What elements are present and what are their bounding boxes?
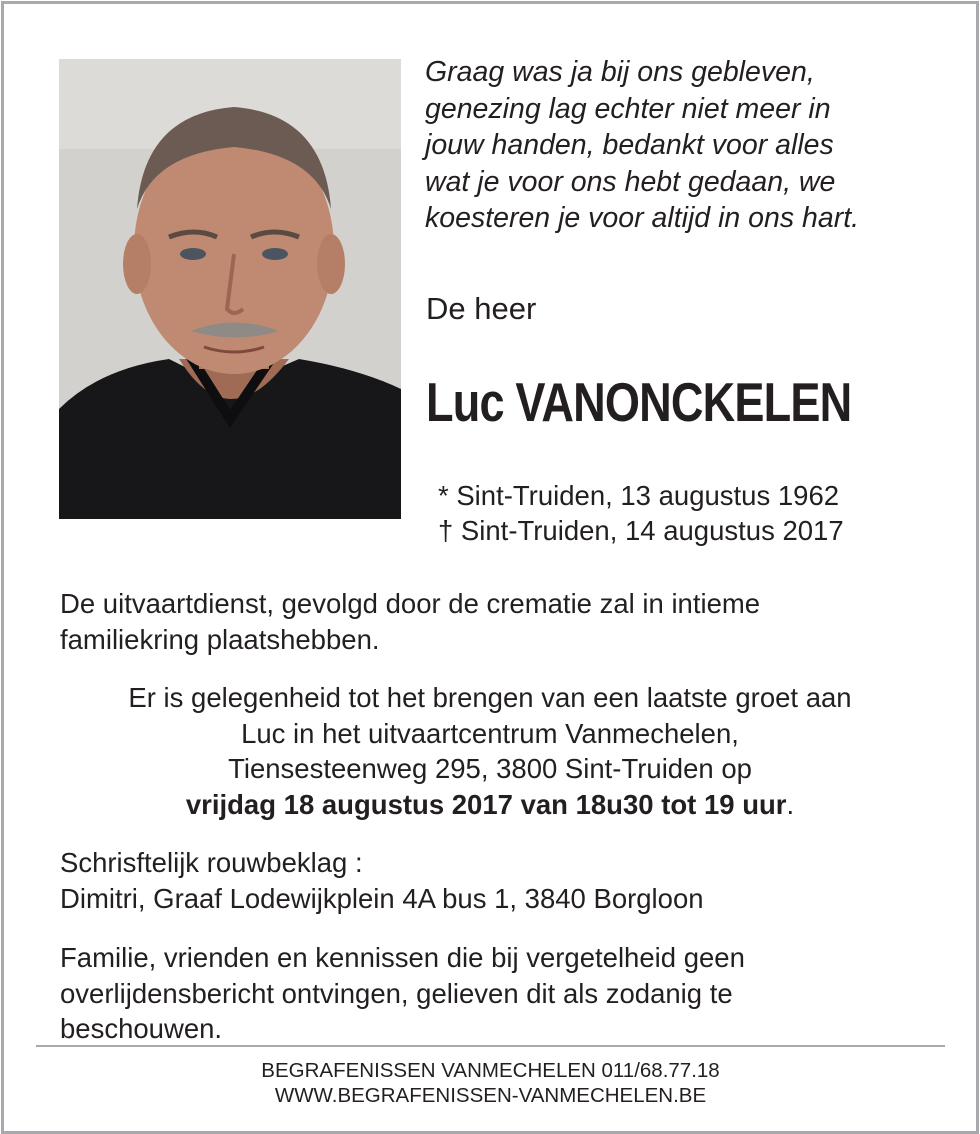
closing-notice <box>60 940 940 1047</box>
visitation-date-line <box>40 787 940 823</box>
deceased-name: Luc VANONCKELEN <box>426 371 852 433</box>
life-dates <box>438 478 908 548</box>
visitation-date-suffix: . <box>786 788 795 820</box>
birth-date: * Sint-Truiden, 13 augustus 1962 <box>438 480 840 511</box>
text-line: Tiensesteenweg 295, 3800 Sint-Truiden op <box>228 753 752 784</box>
text-line: familiekring plaatshebben. <box>60 623 380 655</box>
portrait-image <box>59 59 401 519</box>
salutation: De heer <box>426 291 537 326</box>
poem-line: genezing lag echter niet meer in <box>425 92 831 125</box>
text-line: beschouwen. <box>60 1013 223 1044</box>
poem-line: jouw handen, bedankt voor alles <box>425 129 834 161</box>
text-line: De uitvaartdienst, gevolgd door de crematie zal in intieme <box>60 588 761 619</box>
text-line: Familie, vrienden en kennissen die bij vergetelheid geen <box>60 942 745 973</box>
footer <box>36 1058 945 1108</box>
portrait-photo <box>59 59 401 519</box>
memorial-poem <box>425 54 945 237</box>
death-date: † Sint-Truiden, 14 augustus 2017 <box>438 515 844 546</box>
condolence-address <box>60 845 940 916</box>
funeral-notice <box>60 586 940 657</box>
condolence-address-line: Dimitri, Graaf Lodewijkplein 4A bus 1, 3840 Borgloon <box>60 882 704 914</box>
poem-line: Graag was ja bij ons gebleven, <box>425 56 815 88</box>
funeral-company: BEGRAFENISSEN VANMECHELEN 011/68.77.18 <box>261 1059 720 1082</box>
poem-line: wat je voor ons hebt gedaan, we <box>425 165 836 198</box>
footer-divider <box>36 1045 945 1047</box>
text-line: Er is gelegenheid tot het brengen van een laatste groet aan <box>128 682 852 713</box>
condolence-label: Schrisftelijk rouwbeklag : <box>60 847 363 878</box>
text-line: overlijdensbericht ontvingen, gelieven dit als zodanig te <box>60 977 733 1009</box>
visitation-notice <box>40 680 940 822</box>
visitation-date: vrijdag 18 augustus 2017 van 18u30 tot 19 uur <box>185 788 787 820</box>
funeral-website: WWW.BEGRAFENISSEN-VANMECHELEN.BE <box>274 1084 707 1107</box>
text-line: Luc in het uitvaartcentrum Vanmechelen, <box>241 717 739 749</box>
poem-line: koesteren je voor altijd in ons hart. <box>425 202 860 234</box>
